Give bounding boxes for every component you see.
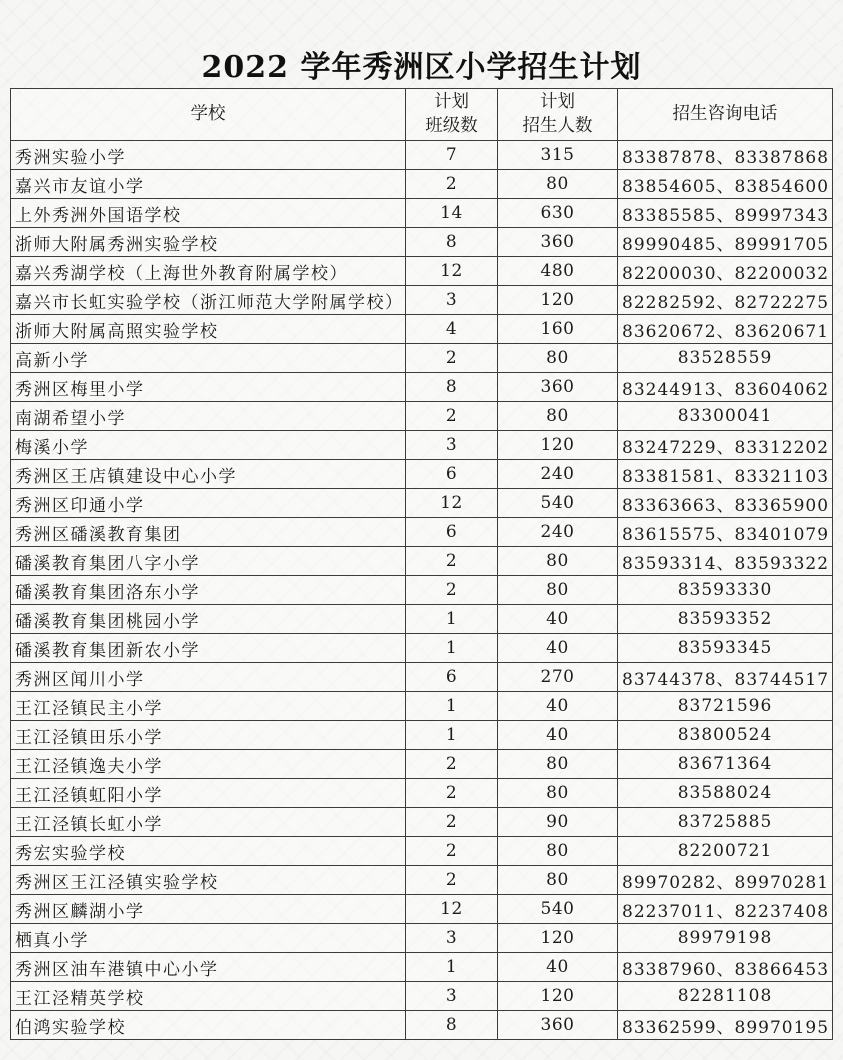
- phone-numbers-cell: 83721596: [618, 692, 833, 721]
- planned-students-cell: 80: [498, 837, 618, 866]
- planned-classes-cell: 6: [406, 663, 498, 692]
- table-row: [11, 286, 833, 315]
- phone-numbers-cell: 83362599、89970195: [618, 1011, 833, 1040]
- phone-numbers-cell: 83593352: [618, 605, 833, 634]
- planned-students-cell: 120: [498, 431, 618, 460]
- phone-numbers-cell: 83381581、83321103: [618, 460, 833, 489]
- table-row: [11, 518, 833, 547]
- table-row: [11, 576, 833, 605]
- planned-students-cell: 540: [498, 895, 618, 924]
- school-name-cell: 嘉兴市友谊小学: [11, 170, 406, 199]
- planned-students-cell: 80: [498, 344, 618, 373]
- header-planned-classes: [406, 89, 498, 141]
- school-name-cell: 浙师大附属秀洲实验学校: [11, 228, 406, 257]
- header-planned-students-line2: 招生人数: [522, 115, 593, 136]
- school-name-cell: 王江泾镇逸夫小学: [11, 750, 406, 779]
- school-name-cell: 伯鸿实验学校: [11, 1011, 406, 1040]
- table-row: [11, 199, 833, 228]
- planned-classes-cell: 2: [406, 344, 498, 373]
- planned-classes-cell: 12: [406, 895, 498, 924]
- planned-students-cell: 40: [498, 721, 618, 750]
- table-row: [11, 373, 833, 402]
- table-row: [11, 953, 833, 982]
- school-name-cell: 秀洲区磻溪教育集团: [11, 518, 406, 547]
- planned-classes-cell: 6: [406, 460, 498, 489]
- table-header: [11, 89, 833, 141]
- table-row: [11, 924, 833, 953]
- phone-numbers-cell: 83300041: [618, 402, 833, 431]
- table-row: [11, 257, 833, 286]
- table-row: [11, 866, 833, 895]
- header-school: [11, 89, 406, 141]
- phone-numbers-cell: 83385585、89997343: [618, 199, 833, 228]
- table-row: [11, 402, 833, 431]
- planned-classes-cell: 14: [406, 199, 498, 228]
- phone-numbers-cell: 83244913、83604062: [618, 373, 833, 402]
- planned-students-cell: 315: [498, 141, 618, 170]
- table-row: [11, 489, 833, 518]
- planned-students-cell: 80: [498, 779, 618, 808]
- planned-students-cell: 80: [498, 170, 618, 199]
- phone-numbers-cell: 83671364: [618, 750, 833, 779]
- school-name-cell: 王江泾镇长虹小学: [11, 808, 406, 837]
- planned-classes-cell: 1: [406, 692, 498, 721]
- phone-numbers-cell: 83744378、83744517: [618, 663, 833, 692]
- header-school-label: 学校: [190, 103, 226, 124]
- table-row: [11, 663, 833, 692]
- table-row: [11, 808, 833, 837]
- table-row: [11, 895, 833, 924]
- table-row: [11, 315, 833, 344]
- table-row: [11, 982, 833, 1011]
- planned-classes-cell: 1: [406, 721, 498, 750]
- school-name-cell: 秀洲区梅里小学: [11, 373, 406, 402]
- school-name-cell: 秀洲区王店镇建设中心小学: [11, 460, 406, 489]
- planned-students-cell: 40: [498, 692, 618, 721]
- phone-numbers-cell: 83854605、83854600: [618, 170, 833, 199]
- planned-classes-cell: 1: [406, 953, 498, 982]
- planned-students-cell: 40: [498, 605, 618, 634]
- planned-students-cell: 360: [498, 1011, 618, 1040]
- phone-numbers-cell: 89990485、89991705: [618, 228, 833, 257]
- planned-students-cell: 80: [498, 750, 618, 779]
- school-name-cell: 高新小学: [11, 344, 406, 373]
- planned-classes-cell: 2: [406, 402, 498, 431]
- phone-numbers-cell: 83387960、83866453: [618, 953, 833, 982]
- planned-classes-cell: 3: [406, 431, 498, 460]
- planned-students-cell: 80: [498, 547, 618, 576]
- phone-numbers-cell: 83387878、83387868: [618, 141, 833, 170]
- table-row: [11, 170, 833, 199]
- planned-classes-cell: 8: [406, 228, 498, 257]
- planned-students-cell: 80: [498, 866, 618, 895]
- table-row: [11, 750, 833, 779]
- table-row: [11, 605, 833, 634]
- table-row: [11, 692, 833, 721]
- phone-numbers-cell: 89970282、89970281: [618, 866, 833, 895]
- planned-students-cell: 90: [498, 808, 618, 837]
- school-name-cell: 秀洲区麟湖小学: [11, 895, 406, 924]
- planned-students-cell: 480: [498, 257, 618, 286]
- school-name-cell: 秀洲实验小学: [11, 141, 406, 170]
- planned-classes-cell: 12: [406, 257, 498, 286]
- planned-classes-cell: 6: [406, 518, 498, 547]
- phone-numbers-cell: 83620672、83620671: [618, 315, 833, 344]
- school-name-cell: 王江泾镇田乐小学: [11, 721, 406, 750]
- phone-numbers-cell: 82237011、82237408: [618, 895, 833, 924]
- school-name-cell: 嘉兴市长虹实验学校（浙江师范大学附属学校）: [11, 286, 406, 315]
- table-row: [11, 460, 833, 489]
- phone-numbers-cell: 82281108: [618, 982, 833, 1011]
- planned-classes-cell: 3: [406, 982, 498, 1011]
- header-phone: [618, 89, 833, 141]
- planned-students-cell: 360: [498, 373, 618, 402]
- planned-classes-cell: 2: [406, 750, 498, 779]
- phone-numbers-cell: 83615575、83401079: [618, 518, 833, 547]
- planned-classes-cell: 2: [406, 576, 498, 605]
- school-name-cell: 磻溪教育集团新农小学: [11, 634, 406, 663]
- school-name-cell: 嘉兴秀湖学校（上海世外教育附属学校）: [11, 257, 406, 286]
- phone-numbers-cell: 83725885: [618, 808, 833, 837]
- planned-classes-cell: 1: [406, 634, 498, 663]
- planned-classes-cell: 2: [406, 170, 498, 199]
- planned-students-cell: 240: [498, 460, 618, 489]
- planned-students-cell: 120: [498, 924, 618, 953]
- phone-numbers-cell: 83588024: [618, 779, 833, 808]
- table-row: [11, 431, 833, 460]
- planned-classes-cell: 4: [406, 315, 498, 344]
- school-name-cell: 上外秀洲外国语学校: [11, 199, 406, 228]
- planned-students-cell: 80: [498, 576, 618, 605]
- header-planned-classes-line2: 班级数: [425, 115, 478, 136]
- planned-students-cell: 160: [498, 315, 618, 344]
- planned-classes-cell: 7: [406, 141, 498, 170]
- phone-numbers-cell: 82200721: [618, 837, 833, 866]
- table-row: [11, 228, 833, 257]
- school-name-cell: 秀洲区闻川小学: [11, 663, 406, 692]
- enrollment-plan-table: [10, 88, 833, 1040]
- header-planned-students-line1: 计划: [540, 91, 575, 112]
- planned-students-cell: 80: [498, 402, 618, 431]
- header-row: [11, 89, 833, 141]
- table-row: [11, 837, 833, 866]
- planned-students-cell: 120: [498, 982, 618, 1011]
- phone-numbers-cell: 83363663、83365900: [618, 489, 833, 518]
- page-title: 2022 学年秀洲区小学招生计划: [201, 50, 642, 85]
- planned-classes-cell: 2: [406, 866, 498, 895]
- school-name-cell: 梅溪小学: [11, 431, 406, 460]
- school-name-cell: 秀宏实验学校: [11, 837, 406, 866]
- planned-classes-cell: 2: [406, 837, 498, 866]
- planned-classes-cell: 1: [406, 605, 498, 634]
- table-row: [11, 1011, 833, 1040]
- phone-numbers-cell: 83528559: [618, 344, 833, 373]
- school-name-cell: 浙师大附属高照实验学校: [11, 315, 406, 344]
- school-name-cell: 栖真小学: [11, 924, 406, 953]
- header-planned-classes-line1: 计划: [434, 91, 469, 112]
- school-name-cell: 磻溪教育集团桃园小学: [11, 605, 406, 634]
- planned-classes-cell: 2: [406, 547, 498, 576]
- table-row: [11, 779, 833, 808]
- header-planned-students: [498, 89, 618, 141]
- planned-students-cell: 40: [498, 953, 618, 982]
- planned-students-cell: 360: [498, 228, 618, 257]
- school-name-cell: 王江泾精英学校: [11, 982, 406, 1011]
- school-name-cell: 南湖希望小学: [11, 402, 406, 431]
- school-name-cell: 秀洲区王江泾镇实验学校: [11, 866, 406, 895]
- school-name-cell: 秀洲区油车港镇中心小学: [11, 953, 406, 982]
- planned-students-cell: 630: [498, 199, 618, 228]
- planned-students-cell: 270: [498, 663, 618, 692]
- table-body: [11, 141, 833, 1040]
- planned-classes-cell: 12: [406, 489, 498, 518]
- planned-classes-cell: 3: [406, 286, 498, 315]
- planned-classes-cell: 3: [406, 924, 498, 953]
- phone-numbers-cell: 82200030、82200032: [618, 257, 833, 286]
- table-row: [11, 141, 833, 170]
- planned-students-cell: 240: [498, 518, 618, 547]
- phone-numbers-cell: 83247229、83312202: [618, 431, 833, 460]
- table-row: [11, 721, 833, 750]
- phone-numbers-cell: 82282592、82722275: [618, 286, 833, 315]
- table-row: [11, 634, 833, 663]
- planned-students-cell: 120: [498, 286, 618, 315]
- planned-students-cell: 540: [498, 489, 618, 518]
- planned-classes-cell: 8: [406, 1011, 498, 1040]
- header-phone-label: 招生咨询电话: [672, 103, 778, 124]
- phone-numbers-cell: 83800524: [618, 721, 833, 750]
- school-name-cell: 磻溪教育集团八字小学: [11, 547, 406, 576]
- phone-numbers-cell: 83593345: [618, 634, 833, 663]
- phone-numbers-cell: 83593330: [618, 576, 833, 605]
- planned-classes-cell: 2: [406, 808, 498, 837]
- school-name-cell: 王江泾镇虹阳小学: [11, 779, 406, 808]
- planned-classes-cell: 8: [406, 373, 498, 402]
- school-name-cell: 秀洲区印通小学: [11, 489, 406, 518]
- planned-students-cell: 40: [498, 634, 618, 663]
- school-name-cell: 磻溪教育集团洛东小学: [11, 576, 406, 605]
- planned-classes-cell: 2: [406, 779, 498, 808]
- table-row: [11, 547, 833, 576]
- table-row: [11, 344, 833, 373]
- phone-numbers-cell: 83593314、83593322: [618, 547, 833, 576]
- phone-numbers-cell: 89979198: [618, 924, 833, 953]
- school-name-cell: 王江泾镇民主小学: [11, 692, 406, 721]
